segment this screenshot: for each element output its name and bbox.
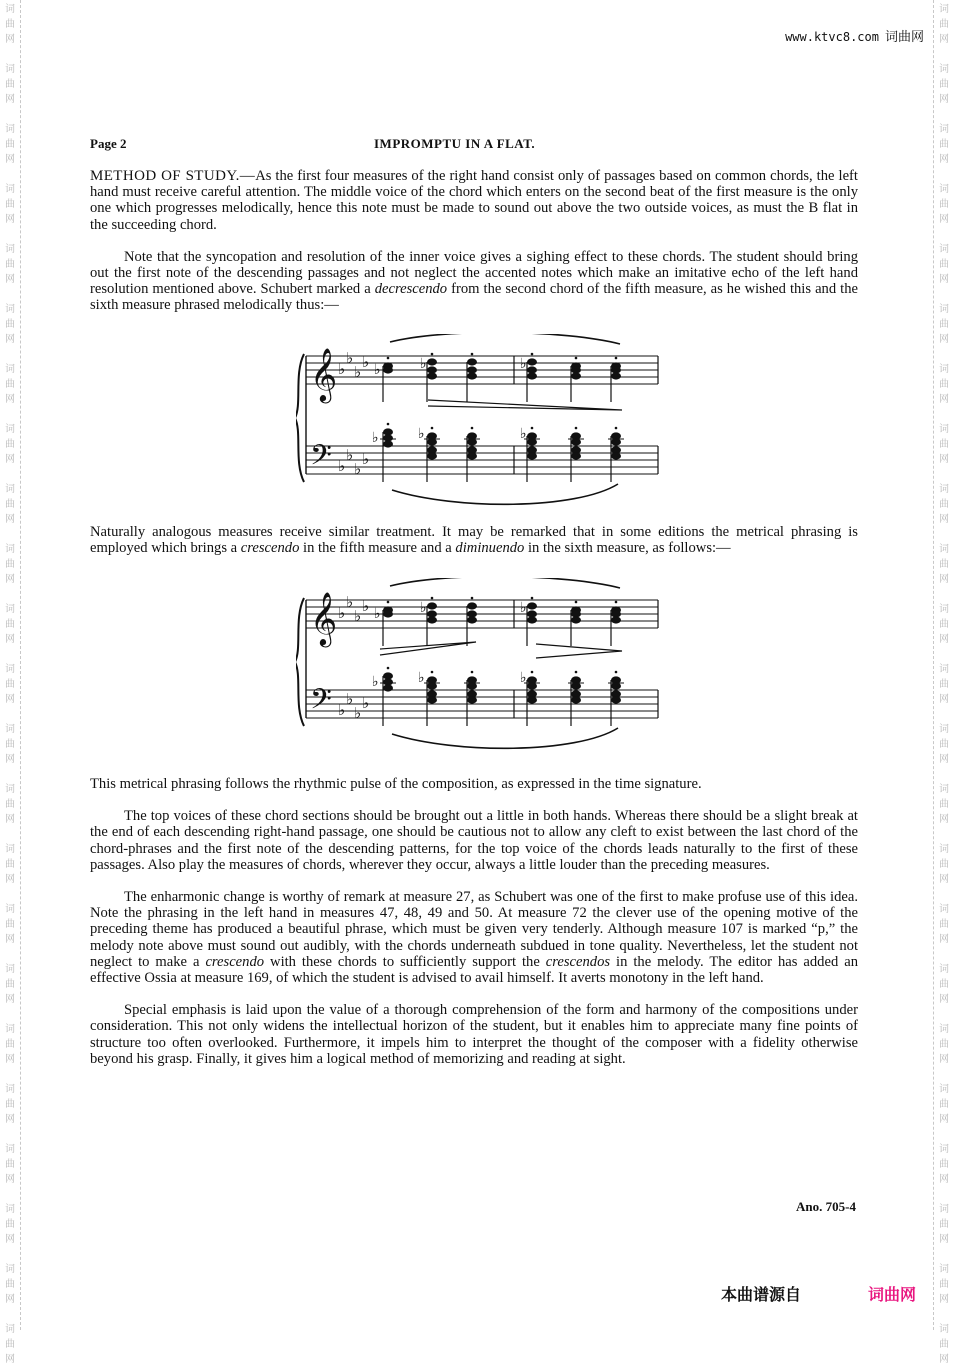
notehead [571, 452, 581, 459]
grand-staff [296, 334, 666, 512]
watermark-chars: 词 曲 网 [939, 604, 949, 645]
site-url: www.ktvc8.com [785, 30, 879, 44]
watermark-chars: 词 曲 网 [5, 964, 15, 1005]
watermark-chars: 词 曲 网 [5, 1084, 15, 1125]
accidental-flat: ♭ [420, 600, 427, 617]
watermark-chars: 词 曲 网 [939, 304, 949, 345]
key-flat: ♭ [354, 362, 362, 381]
watermark-chars: 词 曲 网 [939, 124, 949, 165]
key-flat: ♭ [354, 607, 362, 626]
watermark-chars: 词 曲 网 [5, 184, 15, 225]
watermark-chars: 词 曲 网 [5, 844, 15, 885]
plate-number: Ano. 705-4 [796, 1199, 856, 1214]
accidental-flat: ♭ [520, 600, 527, 617]
notehead [427, 616, 437, 623]
notehead [383, 440, 393, 447]
accidental-flat: ♭ [520, 425, 527, 442]
site-name: 词曲网 [884, 30, 924, 45]
notehead [527, 696, 537, 703]
staccato-dot [387, 601, 390, 604]
metrical-phrasing-paragraph: This metrical phrasing follows the rhythmic pulse of the composition, as expressed in the time signature. [90, 776, 702, 793]
staccato-dot [531, 426, 534, 429]
notehead [611, 696, 621, 703]
notehead [527, 616, 537, 623]
left-watermark-strip [0, 0, 21, 1365]
treble-clef: 𝄞 [310, 346, 338, 401]
watermark-chars: 词 曲 网 [5, 664, 15, 705]
notehead [571, 372, 581, 379]
staccato-dot [387, 356, 390, 359]
accidental-flat: ♭ [418, 425, 425, 442]
grand-staff [296, 578, 666, 756]
watermark-chars: 词 曲 网 [939, 1324, 949, 1365]
watermark-chars: 词 曲 网 [939, 4, 949, 45]
accidental-flat: ♭ [418, 670, 425, 687]
notehead [427, 452, 437, 459]
key-flat: ♭ [362, 352, 370, 371]
watermark-chars: 词 曲 网 [5, 304, 15, 345]
staccato-dot [531, 352, 534, 355]
watermark-chars: 词 曲 网 [939, 184, 949, 225]
key-flat: ♭ [362, 597, 370, 616]
notehead [427, 696, 437, 703]
notehead [611, 372, 621, 379]
key-flat: ♭ [362, 449, 370, 468]
crescendo-hairpin [380, 642, 476, 655]
notehead [571, 696, 581, 703]
staccato-dot [471, 671, 474, 674]
page-header [90, 132, 858, 154]
staccato-dot [471, 597, 474, 600]
accidental-flat: ♭ [520, 670, 527, 687]
top-voices-paragraph: The top voices of these chord sections should be brought out a little in both hands. Whereas there should be a slight break at the end of each descending right-hand passage, one should be cautious not to allow any cleft to exist between the last chord of the chord-phrases and the first note of the descending patterns, for the top voice of the chords leads naturally to the first of these passages. Also play the measures of chords, wherever they occur, always a little louder than the preceding measures. [90, 808, 858, 873]
notehead [467, 358, 477, 365]
slur-top [390, 578, 620, 588]
watermark-chars: 词 曲 网 [939, 1144, 949, 1185]
key-flat: ♭ [338, 456, 346, 475]
watermark-chars: 词 曲 网 [939, 424, 949, 465]
watermark-chars: 词 曲 网 [939, 544, 949, 585]
notehead [467, 452, 477, 459]
notehead [467, 616, 477, 623]
watermark-chars: 词 曲 网 [5, 64, 15, 105]
staccato-dot [575, 356, 578, 359]
accidental-flat: ♭ [374, 361, 381, 378]
staccato-dot [431, 597, 434, 600]
watermark-chars: 词 曲 网 [939, 364, 949, 405]
method-of-study-paragraph: METHOD OF STUDY.—As the first four measures of the right hand consist only of passages based on common chords, the left hand must receive careful attention. The middle voice of the chord which enters on the second beat of the first measure is the only one which progresses melodically, hence this note must be made to sound out above the two outside voices, as must the B flat in the succeeding chord. [90, 168, 858, 233]
notehead [527, 452, 537, 459]
staccato-dot [471, 352, 474, 355]
watermark-chars: 词 曲 网 [5, 484, 15, 525]
watermark-chars: 词 曲 网 [5, 1144, 15, 1185]
watermark-chars: 词 曲 网 [939, 664, 949, 705]
page-number: Page 2 [90, 136, 127, 151]
slur-bottom [392, 728, 618, 748]
watermark-chars: 词 曲 网 [5, 1204, 15, 1245]
staccato-dot [575, 426, 578, 429]
accidental-flat: ♭ [520, 355, 527, 372]
staccato-dot [471, 426, 474, 429]
key-flat: ♭ [338, 359, 346, 378]
method-heading: METHOD OF STUDY.— [90, 168, 256, 184]
watermark-chars: 词 曲 网 [939, 844, 949, 885]
notehead [427, 372, 437, 379]
notehead [467, 602, 477, 609]
watermark-chars: 词 曲 网 [939, 64, 949, 105]
watermark-chars: 词 曲 网 [5, 604, 15, 645]
watermark-chars: 词 曲 网 [5, 544, 15, 585]
notehead [383, 366, 393, 373]
music-example-metrical [296, 578, 666, 756]
key-flat: ♭ [338, 701, 346, 720]
staccato-dot [615, 601, 618, 604]
watermark-chars: 词 曲 网 [5, 4, 15, 45]
diminuendo-hairpin [536, 644, 622, 658]
notehead [571, 616, 581, 623]
notehead [383, 610, 393, 617]
watermark-chars: 词 曲 网 [939, 244, 949, 285]
watermark-chars: 词 曲 网 [5, 904, 15, 945]
right-watermark-strip [933, 0, 954, 1365]
key-flat: ♭ [346, 348, 354, 367]
notehead [383, 684, 393, 691]
watermark-chars: 词 曲 网 [5, 364, 15, 405]
watermark-chars: 词 曲 网 [5, 784, 15, 825]
staccato-dot [575, 671, 578, 674]
notehead [427, 602, 437, 609]
key-flat: ♭ [346, 690, 354, 709]
key-flat: ♭ [346, 593, 354, 612]
site-watermark [785, 26, 924, 45]
watermark-chars: 词 曲 网 [5, 424, 15, 465]
watermark-chars: 词 曲 网 [939, 1084, 949, 1125]
treble-clef: 𝄞 [310, 591, 338, 646]
key-flat: ♭ [346, 445, 354, 464]
accidental-flat: ♭ [420, 355, 427, 372]
watermark-chars: 词 曲 网 [5, 244, 15, 285]
accidental-flat: ♭ [372, 429, 379, 446]
brand-link[interactable]: 词曲网 [868, 1285, 917, 1304]
staccato-dot [531, 597, 534, 600]
source-label: 本曲谱源自 [721, 1285, 802, 1304]
notehead [527, 602, 537, 609]
staccato-dot [387, 667, 390, 670]
accidental-flat: ♭ [374, 606, 381, 623]
watermark-chars: 词 曲 网 [5, 724, 15, 765]
staccato-dot [431, 671, 434, 674]
brace [296, 354, 304, 482]
watermark-chars: 词 曲 网 [939, 904, 949, 945]
staccato-dot [615, 671, 618, 674]
watermark-chars: 词 曲 网 [939, 484, 949, 525]
notehead [611, 616, 621, 623]
watermark-chars: 词 曲 网 [939, 1024, 949, 1065]
staccato-dot [387, 422, 390, 425]
analogous-measures-paragraph: Naturally analogous measures receive similar treatment. It may be remarked that in some editions the metrical phrasing is employed which brings a crescendo in the fifth measure and a diminuendo in the sixth measure, as follows:— [90, 523, 858, 556]
staccato-dot [615, 426, 618, 429]
key-flat: ♭ [338, 604, 346, 623]
staccato-dot [615, 356, 618, 359]
watermark-chars: 词 曲 网 [939, 724, 949, 765]
bass-clef: 𝄢 [310, 438, 332, 479]
notehead [427, 358, 437, 365]
watermark-chars: 词 曲 网 [939, 784, 949, 825]
enharmonic-paragraph: The enharmonic change is worthy of remark at measure 27, as Schubert was one of the first to make profuse use of this idea. Note the phrasing in the left hand in measures 47, 48, 49 and 50. At measure 72 the clever use of the opening motive of the preceding theme has produced a beautiful phrase, which must be given very tenderly. Although measure 107 is marked “p,” the melody note above must sound out audibly, with the chords underneath subdued in tone quality. Nevertheless, let the student not neglect to make a crescendo with these chords to sufficiently support the crescendos in the melody. The editor has added an effective Ossia at measure 169, of which the student is advised to avail himself. It averts monotony in the left hand. [90, 889, 858, 987]
watermark-chars: 词 曲 网 [5, 1264, 15, 1305]
decrescendo-hairpin [428, 400, 622, 410]
watermark-chars: 词 曲 网 [5, 1324, 15, 1365]
special-emphasis-paragraph: Special emphasis is laid upon the value of a thorough comprehension of the form and harmony of the compositions under consideration. This not only widens the intellectual horizon of the student, but it enables him to appreciate many fine points of structure too often overlooked. Furthermore, it impels him to interpret the thought of the composer with a fidelity otherwise beyond his grasp. Finally, it gives him a logical method of memorizing and reading at sight. [90, 1002, 858, 1067]
watermark-chars: 词 曲 网 [939, 1264, 949, 1305]
slur-top [390, 334, 620, 344]
key-flat: ♭ [354, 459, 362, 478]
brace [296, 598, 304, 726]
music-example-decrescendo [296, 334, 666, 512]
watermark-chars: 词 曲 网 [5, 124, 15, 165]
syncopation-paragraph: Note that the syncopation and resolution of the inner voice gives a sighing effect to these chords. The student should bring out the first note of the descending passages and not neglect the accented notes which make an imitative echo of the left hand resolution mentioned above. Schubert marked a decrescendo from the second chord of the fifth measure, as he wished this and the sixth measure phrased melodically thus:— [90, 248, 858, 314]
notehead [467, 696, 477, 703]
key-flat: ♭ [362, 694, 370, 713]
watermark-chars: 词 曲 网 [5, 1024, 15, 1065]
notehead [467, 372, 477, 379]
notehead [527, 372, 537, 379]
page-title: IMPROMPTU IN A FLAT. [374, 136, 536, 151]
slur-bottom [392, 484, 618, 504]
score-page [90, 132, 858, 1067]
staccato-dot [431, 426, 434, 429]
accidental-flat: ♭ [372, 674, 379, 691]
notehead [527, 358, 537, 365]
notehead [611, 452, 621, 459]
staccato-dot [531, 671, 534, 674]
staccato-dot [575, 601, 578, 604]
watermark-chars: 词 曲 网 [939, 964, 949, 1005]
watermark-chars: 词 曲 网 [939, 1204, 949, 1245]
bass-clef: 𝄢 [310, 683, 332, 724]
key-flat: ♭ [354, 704, 362, 723]
staccato-dot [431, 352, 434, 355]
